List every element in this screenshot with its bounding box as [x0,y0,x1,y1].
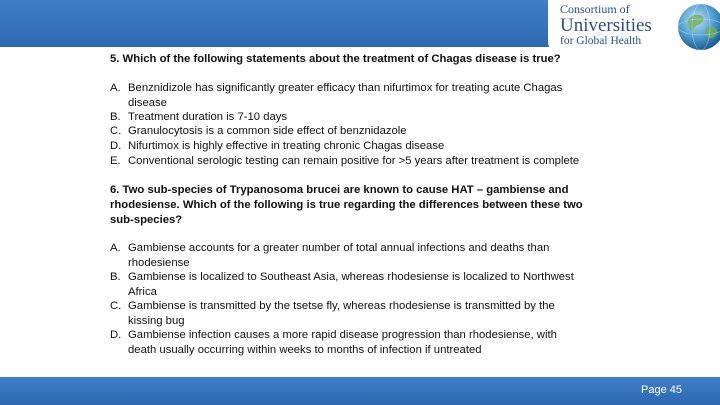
option-text: Treatment duration is 7-10 days [128,111,288,123]
option-text-cont: kissing bug [128,314,185,327]
logo-text [560,3,652,48]
page-number: Page 45 [641,384,682,396]
q5-option-d [110,139,444,154]
logo-line2: Universities [560,15,652,36]
q6-option-b [110,270,574,299]
q6-option-a [110,241,549,270]
q5-option-c [110,124,407,139]
option-letter: A. [110,242,121,254]
q5-option-a [110,81,562,110]
option-text: Gambiense is transmitted by the tsetse fly, whereas rhodesiense is transmitted by the [128,300,555,312]
q5-option-b [110,110,287,125]
question-6-title [110,183,620,229]
option-letter: B. [110,111,121,123]
question-6-title-line1: 6. Two sub-species of Trypanosoma brucei are known to cause HAT – gambiense and [110,184,569,196]
question-5-title: 5. Which of the following statements about the treatment of Chagas disease is true? [110,53,561,65]
question-6-title-line3: sub-species? [110,214,183,227]
option-letter: C. [110,125,122,137]
option-text: Granulocytosis is a common side effect of benznidazole [128,125,407,137]
question-6-title-line2: rhodesiense. Which of the following is true regarding the differences between these two [110,199,583,212]
logo [548,0,720,52]
q6-option-d [110,328,557,357]
option-text: Gambiense is localized to Southeast Asia, whereas rhodesiense is localized to Northwest [128,271,574,283]
globe-icon [676,2,720,52]
option-text: Gambiense accounts for a greater number of total annual infections and deaths than [128,242,550,254]
option-text-cont: disease [128,96,167,109]
option-text-cont: death usually occurring within weeks to months of infection if untreated [128,343,482,356]
option-letter: D. [110,329,122,341]
q6-option-c [110,299,555,328]
option-letter: A. [110,82,121,94]
option-text: Conventional serologic testing can remain positive for >5 years after treatment is complete [128,155,580,167]
option-letter: E. [110,155,121,167]
option-letter: D. [110,140,122,152]
logo-line1: Consortium of [560,2,630,16]
option-text-cont: rhodesiense [128,256,190,269]
option-text-cont: Africa [128,285,157,298]
option-text: Benznidizole has significantly greater efficacy than nifurtimox for treating acute Chagas [128,82,563,94]
footer-bar [0,377,720,405]
q5-option-e [110,154,579,169]
logo-line3: for Global Health [560,35,642,47]
option-text: Gambiense infection causes a more rapid disease progression than rhodesiense, with [128,329,557,341]
option-letter: C. [110,300,122,312]
option-text: Nifurtimox is highly effective in treating chronic Chagas disease [128,140,445,152]
option-letter: B. [110,271,121,283]
